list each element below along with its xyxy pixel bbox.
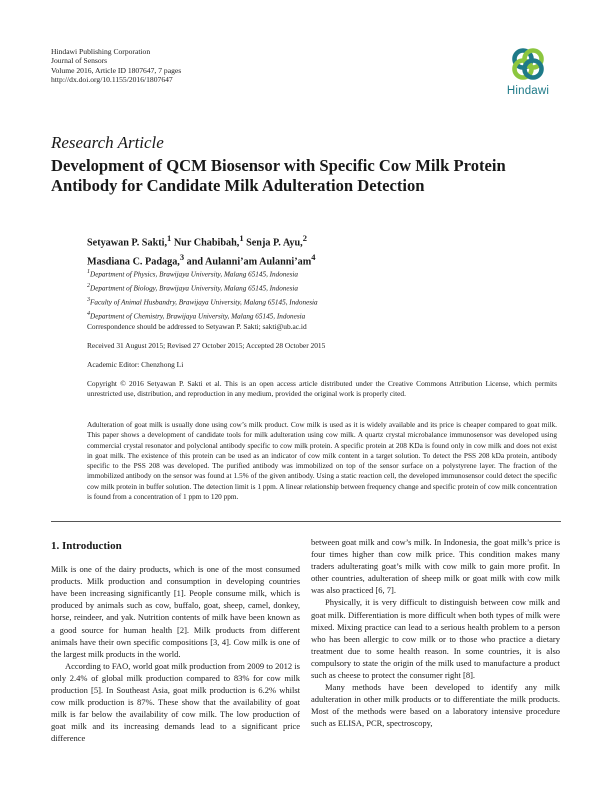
body-column-right <box>311 536 560 730</box>
correspondence: Correspondence should be addressed to Setyawan P. Sakti; sakti@ub.ac.id <box>87 322 307 331</box>
affiliation-line: $^3$Faculty of Animal Husbandry, Brawijaya University, Malang 65145, Indonesia <box>87 296 318 307</box>
section-divider <box>51 521 561 522</box>
author-affil-sup: 4 <box>311 252 316 263</box>
author-name: and Aulanni’am Aulanni’am <box>184 256 312 268</box>
affiliation-line: $^4$Department of Chemistry, Brawijaya University, Malang 65145, Indonesia <box>87 310 306 321</box>
author-name: Senja P. Ayu, <box>243 237 303 249</box>
author-affil-sup: 1 <box>167 233 172 243</box>
section-heading: 1. Introduction <box>51 540 122 552</box>
body-column-left <box>51 536 300 745</box>
paragraph: between goat milk and cow’s milk. In Indonesia, the goat milk’s price is four times higher than cow milk price. This condition makes many traders adulterating goat’s milk with cow milk to gain more profit. In other countries, adulteration of sheep milk or goat milk with cow milk was also practiced [6, 7]. <box>311 537 560 596</box>
article-type: Research Article <box>51 133 164 152</box>
hindawi-logo-icon <box>508 44 548 84</box>
author-list <box>87 231 547 270</box>
journal-name: Journal of Sensors <box>51 56 108 66</box>
affiliation-line: $^1$Department of Physics, Brawijaya University, Malang 65145, Indonesia <box>87 269 299 279</box>
publisher: Hindawi Publishing Corporation <box>51 47 151 56</box>
hindawi-logo <box>499 44 557 97</box>
abstract: Adulteration of goat milk is usually done using cow’s milk product. Cow milk is used as it is widely available and its price is cheaper compared to goat milk. This paper shows a development of candidate tools for milk adulteration using cow milk. A quartz crystal microbalance immunosensor was developed using commercial crystal resonator and polyclonal antibody specific to cow milk protein. A specific protein at 208 KDa is found only in cow milk and does not exist in goat milk. The existence of this protein can be used as an indicator of cow milk content in a target solution. To detect the PSS 208 kDa protein, antibody specific to the PSS 208 was developed. The purified antibody was immobilized on top of the sensor surface on a polystyrene layer. The fraction of the immobilized antibody on the sensor was found at 1.5% of the given antibody. Using a static reaction cell, the developed immunosensor could detect the specific cow milk protein in buffer solution. The detection limit is 1 ppm. A linear relationship between frequency change and specific protein of cow milk concentration is found from a concentration of 1 ppm to 120 ppm. <box>87 420 557 502</box>
paragraph: Many methods have been developed to identify any milk adulteration in other milk products or to differentiate the milk products. Most of the methods were based on a laboratory intensive procedure such as ELISA, PCR, spectroscopy, <box>311 682 560 729</box>
academic-editor: Academic Editor: Chenzhong Li <box>87 360 184 369</box>
affiliations <box>87 267 557 323</box>
author-name: Nur Chabibah, <box>171 237 240 249</box>
article-dates: Received 31 August 2015; Revised 27 October 2015; Accepted 28 October 2015 <box>87 341 326 350</box>
doi-link[interactable]: http://dx.doi.org/10.1155/2016/1807647 <box>51 75 173 85</box>
author-affil-sup: 1 <box>239 233 244 243</box>
author-affil-sup: 2 <box>302 233 307 243</box>
affiliation-line: $^2$Department of Biology, Brawijaya University, Malang 65145, Indonesia <box>87 282 299 293</box>
author-name: Masdiana C. Padaga, <box>87 256 180 268</box>
author-name: Setyawan P. Sakti, <box>87 237 168 249</box>
paragraph: Physically, it is very difficult to distinguish between cow milk and goat milk. Differentiation is more difficult when both types of milk were mixed. Mixing practice can lead to a serious health problem to a person who has been allergic to cow milk or to those who practice a dietary treatment due to some health reason. In some countries, it is also compulsory to state the origin of the milk used to manufacture a product such as cheese to protect the consumer right [8]. <box>311 597 560 681</box>
logo-text: Hindawi <box>506 85 550 97</box>
copyright-notice: Copyright © 2016 Setyawan P. Sakti et al. This is an open access article distributed under the Creative Commons Attribution License, which permits unrestricted use, distribution, and reproduction in any medium, provided the original work is properly cited. <box>87 379 557 399</box>
paragraph: According to FAO, world goat milk production from 2009 to 2012 is only 2.4% of global milk production compared to 83% for cow milk production [5]. In Southeast Asia, goat milk production is 6.2% whilst cow milk production is 87%. These show that the availability of goat milk is far below the availability of cow milk. The low production of goat milk and its increasing demands lead to a significant price difference <box>51 660 300 744</box>
author-affil-sup: 3 <box>179 252 185 263</box>
paragraph: Milk is one of the dairy products, which is one of the most consumed products. Milk production and consumption in developing countries have been increasing significantly [1]. People consume milk, which is produced by animals such as cow, buffalo, goat, sheep, camel, donkey, horse, reindeer, and yak. Nutrition contents of milk have been known as a good source for human health [2]. Milk products from different animals have their own specific compositions [3, 4]. Cow milk is one of the largest milk products in the world. <box>51 564 300 659</box>
paper-title: Development of QCM Biosensor with Specific Cow Milk Protein Antibody for Candidate Milk Adulteration Detection <box>51 156 506 195</box>
volume-info: Volume 2016, Article ID 1807647, 7 pages <box>51 65 182 75</box>
publication-info <box>51 47 181 85</box>
